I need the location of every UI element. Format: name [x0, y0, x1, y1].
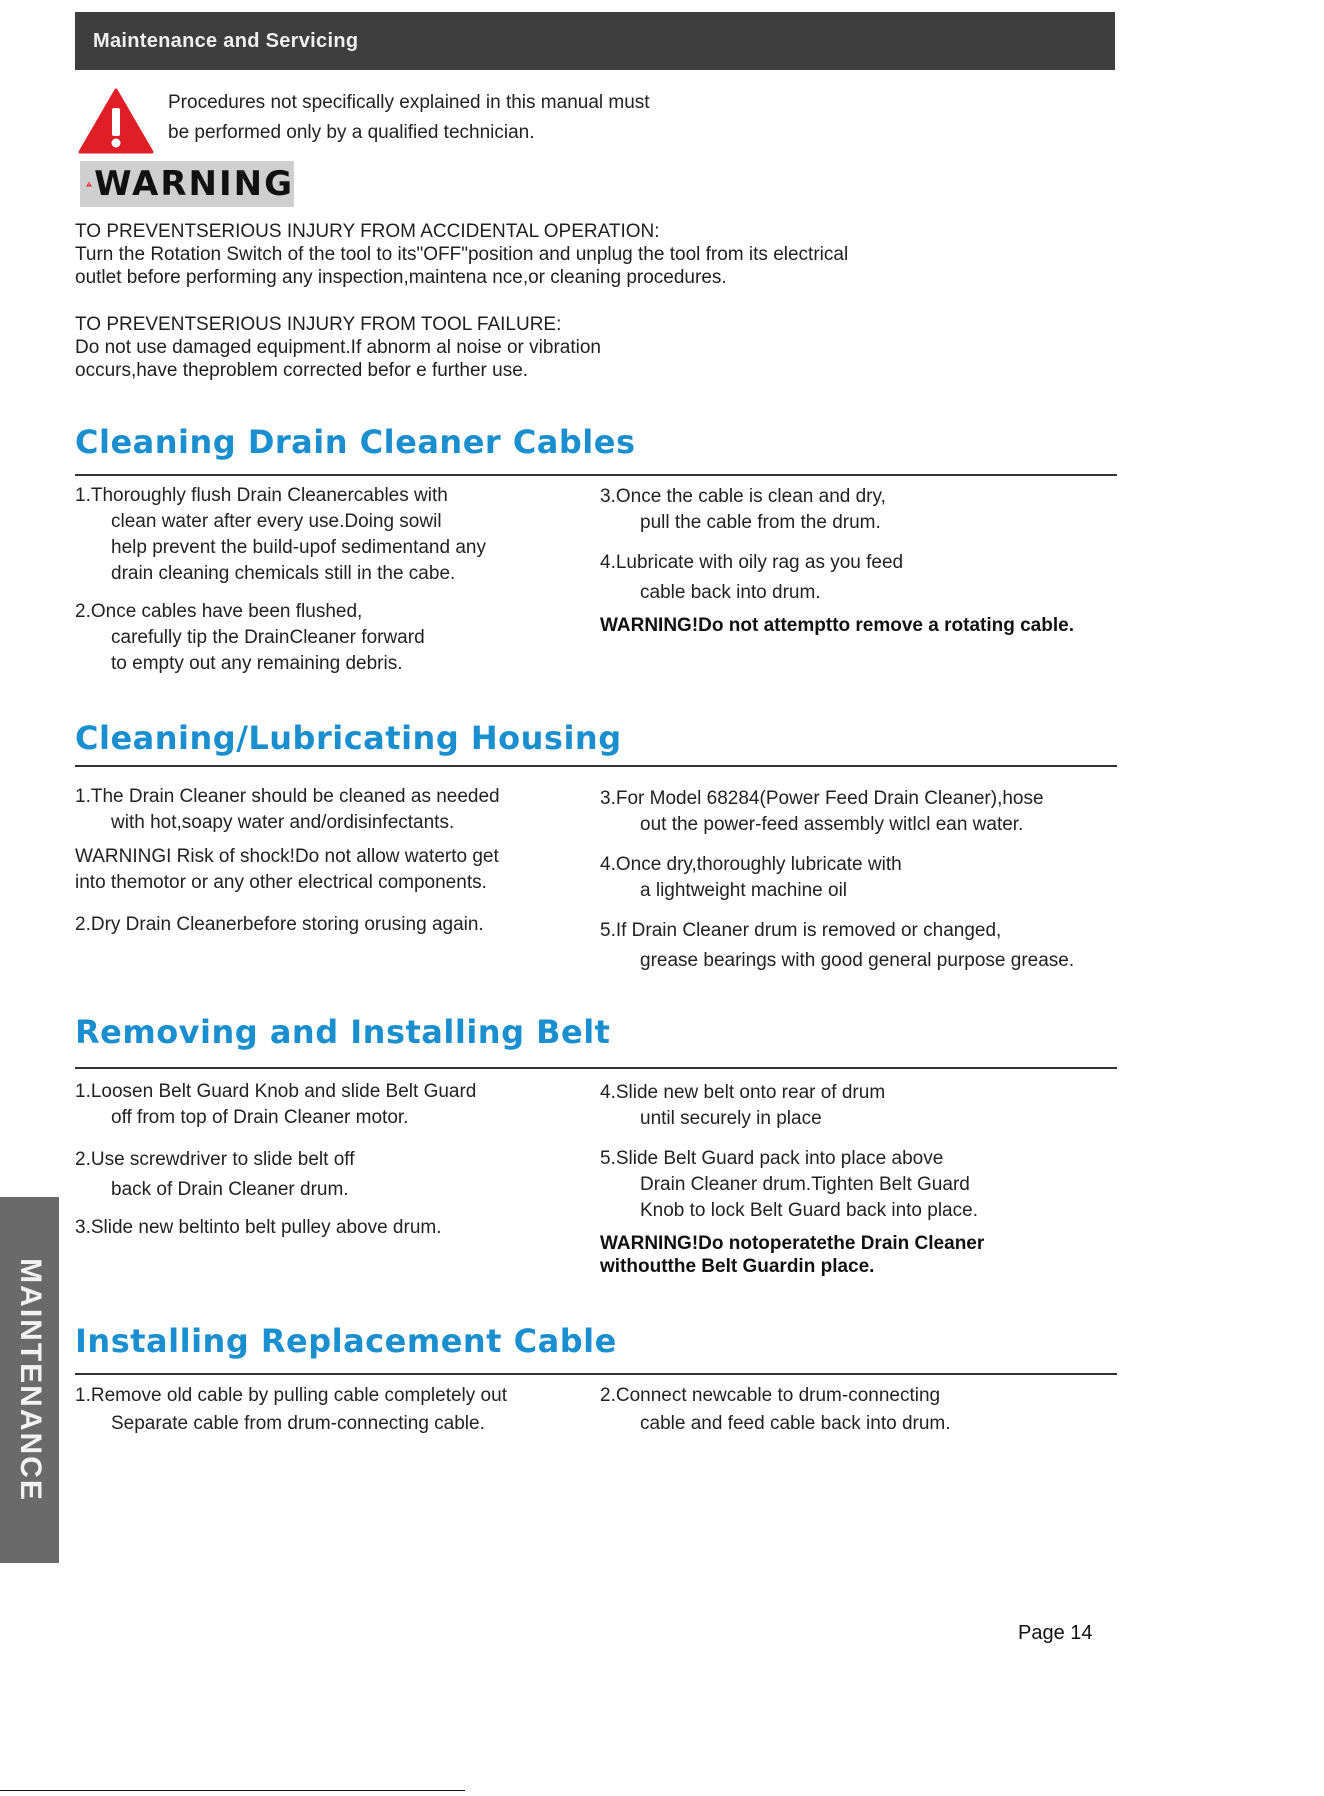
- warning-line: occurs,have theproblem corrected befor e further use.: [75, 360, 529, 381]
- list-item: [600, 786, 1074, 838]
- warning-badge-label: WARNING: [94, 164, 294, 204]
- item-text: out the power-feed assembly witlcl ean water.: [640, 814, 1024, 835]
- header-title: Maintenance and Servicing: [93, 29, 359, 52]
- side-tab: [0, 1197, 59, 1563]
- item-text: grease bearings with good general purpose grease.: [640, 950, 1075, 971]
- section-left-column: [75, 1079, 476, 1253]
- section-left-column: [75, 483, 486, 689]
- section-title-cleaning-cables: Cleaning Drain Cleaner Cables: [75, 423, 636, 461]
- side-tab-label: MAINTENANCE: [13, 1258, 47, 1502]
- item-text: with hot,soapy water and/ordisinfectants.: [111, 812, 455, 833]
- page-number: Page 14: [1018, 1622, 1093, 1644]
- list-item: [600, 1383, 951, 1437]
- item-text: back of Drain Cleaner drum.: [111, 1179, 349, 1200]
- caution-text: [168, 88, 650, 148]
- list-item: [75, 1079, 476, 1131]
- warning-tool-failure: [75, 313, 601, 382]
- warning-line: Turn the Rotation Switch of the tool to its"OFF"position and unplug the tool from its electrical: [75, 244, 849, 265]
- item-text: 4.Slide new belt onto rear of drum: [600, 1082, 886, 1103]
- item-text: 1.Thoroughly flush Drain Cleanercables with: [75, 485, 448, 506]
- item-text: off from top of Drain Cleaner motor.: [111, 1107, 409, 1128]
- warning-line: outlet before performing any inspection,maintena nce,or cleaning procedures.: [75, 267, 727, 288]
- list-item: [75, 844, 500, 896]
- list-item: [75, 599, 486, 677]
- item-text: 1.Remove old cable by pulling cable completely out: [75, 1385, 507, 1406]
- caution-line: be performed only by a qualified technician.: [168, 122, 535, 143]
- item-text: 2.Once cables have been flushed,: [75, 601, 363, 622]
- belt-warning: withoutthe Belt Guardin place.: [600, 1256, 875, 1277]
- list-item: [600, 918, 1074, 974]
- list-item: [75, 483, 486, 587]
- item-text: WARNINGI Risk of shock!Do not allow waterto get: [75, 846, 499, 867]
- item-text: Drain Cleaner drum.Tighten Belt Guard: [640, 1174, 970, 1195]
- list-item: [75, 1215, 476, 1241]
- section-right-column: [600, 786, 1074, 986]
- section-divider: [75, 474, 1117, 476]
- list-item: [75, 1383, 507, 1437]
- item-text: drain cleaning chemicals still in the cabe.: [111, 563, 456, 584]
- warning-heading: TO PREVENTSERIOUS INJURY FROM TOOL FAILURE:: [75, 314, 562, 335]
- section-right-column: [600, 1383, 951, 1449]
- warning-triangle-icon: [86, 169, 92, 199]
- item-text: clean water after every use.Doing sowil: [111, 511, 442, 532]
- warning-heading: TO PREVENTSERIOUS INJURY FROM ACCIDENTAL OPERATION:: [75, 221, 660, 242]
- section-title-housing: Cleaning/Lubricating Housing: [75, 719, 622, 757]
- cable-warning: WARNING!Do not attemptto remove a rotating cable.: [600, 615, 1074, 636]
- item-text: pull the cable from the drum.: [640, 512, 881, 533]
- section-right-column: [600, 1080, 984, 1278]
- section-title-replacement-cable: Installing Replacement Cable: [75, 1322, 617, 1360]
- item-text: 4.Lubricate with oily rag as you feed: [600, 552, 904, 573]
- section-left-column: [75, 1383, 507, 1449]
- item-text: 4.Once dry,thoroughly lubricate with: [600, 854, 902, 875]
- item-text: 2.Use screwdriver to slide belt off: [75, 1149, 355, 1170]
- item-text: 5.Slide Belt Guard pack into place above: [600, 1148, 944, 1169]
- item-text: 5.If Drain Cleaner drum is removed or changed,: [600, 920, 1002, 941]
- list-item: [600, 484, 1074, 536]
- item-text: Knob to lock Belt Guard back into place.: [640, 1200, 978, 1221]
- item-text: 2.Connect newcable to drum-connecting: [600, 1385, 941, 1406]
- item-text: help prevent the build-upof sedimentand any: [111, 537, 486, 558]
- item-text: to empty out any remaining debris.: [111, 653, 403, 674]
- section-divider: [75, 765, 1117, 767]
- list-item: [75, 784, 500, 836]
- item-text: until securely in place: [640, 1108, 822, 1129]
- item-text: 3.Slide new beltinto belt pulley above drum.: [75, 1217, 442, 1238]
- list-item: [600, 1080, 984, 1132]
- item-text: cable back into drum.: [640, 582, 821, 603]
- item-text: Separate cable from drum-connecting cable.: [111, 1413, 485, 1434]
- list-item: [75, 1147, 476, 1203]
- item-text: 3.Once the cable is clean and dry,: [600, 486, 886, 507]
- section-title-belt: Removing and Installing Belt: [75, 1013, 611, 1051]
- item-text: a lightweight machine oil: [640, 880, 848, 901]
- item-text: 2.Dry Drain Cleanerbefore storing orusing again.: [75, 914, 484, 935]
- item-text: into themotor or any other electrical components.: [75, 872, 487, 893]
- caution-line: Procedures not specifically explained in this manual must: [168, 92, 650, 113]
- list-item: [600, 852, 1074, 904]
- item-text: 1.The Drain Cleaner should be cleaned as needed: [75, 786, 500, 807]
- list-item: [600, 550, 1074, 606]
- item-text: 3.For Model 68284(Power Feed Drain Cleaner),hose: [600, 788, 1044, 809]
- section-divider: [75, 1067, 1117, 1069]
- item-text: cable and feed cable back into drum.: [640, 1413, 951, 1434]
- list-item: [600, 1146, 984, 1224]
- warning-badge: [80, 161, 294, 207]
- item-text: carefully tip the DrainCleaner forward: [111, 627, 425, 648]
- list-item: [75, 912, 500, 938]
- section-left-column: [75, 784, 500, 950]
- section-right-column: [600, 484, 1074, 637]
- section-divider: [75, 1373, 1117, 1375]
- warning-accidental-operation: [75, 220, 848, 289]
- item-text: 1.Loosen Belt Guard Knob and slide Belt Guard: [75, 1081, 477, 1102]
- bottom-divider: [0, 1790, 465, 1791]
- belt-warning: WARNING!Do notoperatethe Drain Cleaner: [600, 1233, 985, 1254]
- warning-triangle-icon: [78, 88, 154, 154]
- warning-line: Do not use damaged equipment.If abnorm al noise or vibration: [75, 337, 601, 358]
- header-bar: [75, 12, 1115, 70]
